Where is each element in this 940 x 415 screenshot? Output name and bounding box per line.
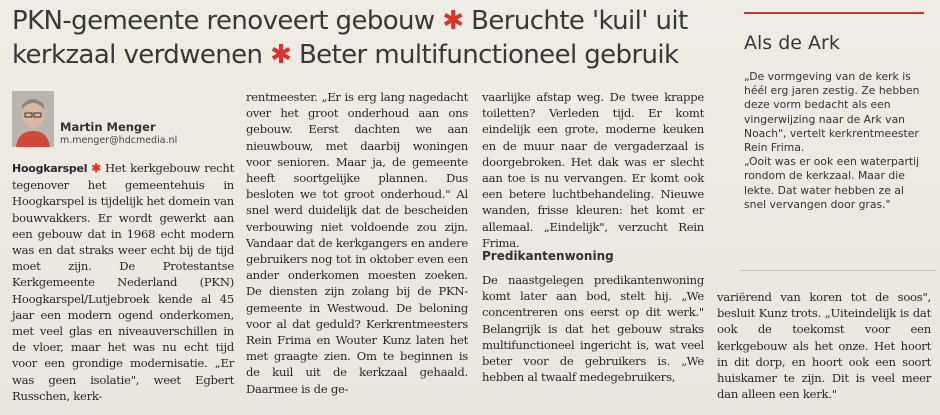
article-text: Het kerkgebouw recht tegenover het gemeentehuis in Hoogkarspel is tijdelijk het domein van bouwvakkers. Er wordt gewerkt aan een gebouw dat in 1968 echt modern was en dat straks weer echt bij de tijd moet zijn. De Protestantse Kerkgemeente Nederland (PKN) Hoogkarspel/Lutjebroek kende al 45 jaar een modern ogend onderkomen, met veel glas en niveauverschillen in de vloer, maar het was nu echt tijd voor een grondige modernisatie. „Er was geen isolatie", weet Egbert Russchen, kerk-: [12, 161, 235, 403]
sidebar-quote: [744, 70, 924, 212]
sidebar-title: Als de Ark: [744, 32, 840, 54]
headline-part-1: PKN-gemeente renoveert gebouw: [12, 6, 435, 36]
sidebar-quote-2: „Ooit was er ook een waterpartij rondom de kerkzaal. Maar die lekte. Dat water hebben ze al snel vervangen door gras.": [744, 155, 920, 211]
sidebar-divider: [740, 270, 936, 271]
headline-part-2: Beruchte 'kuil' uit kerkzaal verdwenen: [12, 6, 688, 70]
author-email: m.menger@hdcmedia.nl: [60, 135, 178, 146]
article-column-3-continued: [482, 272, 704, 385]
author-photo: [12, 91, 54, 147]
article-column-3: [482, 89, 704, 251]
article-text: variërend van koren tot de soos", besluit Kunz trots. „Uiteindelijk is dat ook de toekomst voor een kerkgebouw als het onze. Het hoort in dit dorp, en hoort ook een soort huiskamer te zijn. Dit is veel meer dan alleen een kerk.": [717, 290, 931, 402]
subheading: Predikantenwoning: [482, 249, 614, 263]
headline-star-icon: ✱: [442, 6, 464, 36]
sidebar-accent-rule: [744, 12, 924, 14]
headline-part-3: Beter multifunctioneel gebruik: [298, 40, 679, 70]
dateline: Hoogkarspel: [12, 162, 88, 175]
article-text: rentmeester. „Er is erg lang nagedacht over het groot onderhoud aan ons gebouw. Eerst dachten we aan nieuwbouw, met daarbij woningen voor senioren. Maar ja, de gemeente heeft soortgelijke plannen. Dus besloten we tot groot onderhoud." Al snel werd duidelijk dat de bescheiden verbouwing niet voldoende zou zijn. Vandaar dat de kerkgangers en andere gebruikers nog tot in oktober even een ander onderkomen moesten zoeken. De diensten zijn zolang bij de PKN-gemeente in Westwoud. De beloning voor al dat geduld? Kerkrentmeesters Rein Frima en Wouter Kunz laten het met graagte zien. Om te beginnen is de kuil uit de kerkzaal gehaald. Daarmee is de ge-: [246, 90, 468, 396]
article-text: vaarlijke afstap weg. De twee krappe toiletten? Verleden tijd. Er komt eindelijk een grote, moderne keuken en de muur naar de vergaderzaal is doorgebroken. Het dak was er slecht aan toe is nu vervangen. Er komt ook een betere luchtbehandeling. Nieuwe wanden, frisse kleuren: het komt er allemaal. „Eindelijk", verzucht Rein Frima.: [482, 90, 704, 250]
dateline-star-icon: ✱: [91, 161, 101, 175]
article-column-4: [717, 289, 931, 402]
headline: [12, 4, 712, 72]
article-text: De naastgelegen predikantenwoning komt later aan bod, stelt hij. „We concentreren ons eerst op dit werk." Belangrijk is dat het gebouw straks multifunctioneel ingericht is, wat veel beter voor de gebruikers is. „We hebben al twaalf medegebruikers,: [482, 273, 704, 385]
headline-star-icon: ✱: [270, 40, 292, 70]
article-column-2: [246, 89, 468, 397]
article-column-1: [12, 160, 234, 404]
author-name: Martin Menger: [60, 120, 156, 134]
sidebar-quote-1: „De vormgeving van de kerk is héél erg jaren zestig. Ze hebben deze vorm bedacht als een vingerwijzing naar de Ark van Noach", vertelt kerkrentmeester Rein Frima.: [744, 70, 920, 155]
